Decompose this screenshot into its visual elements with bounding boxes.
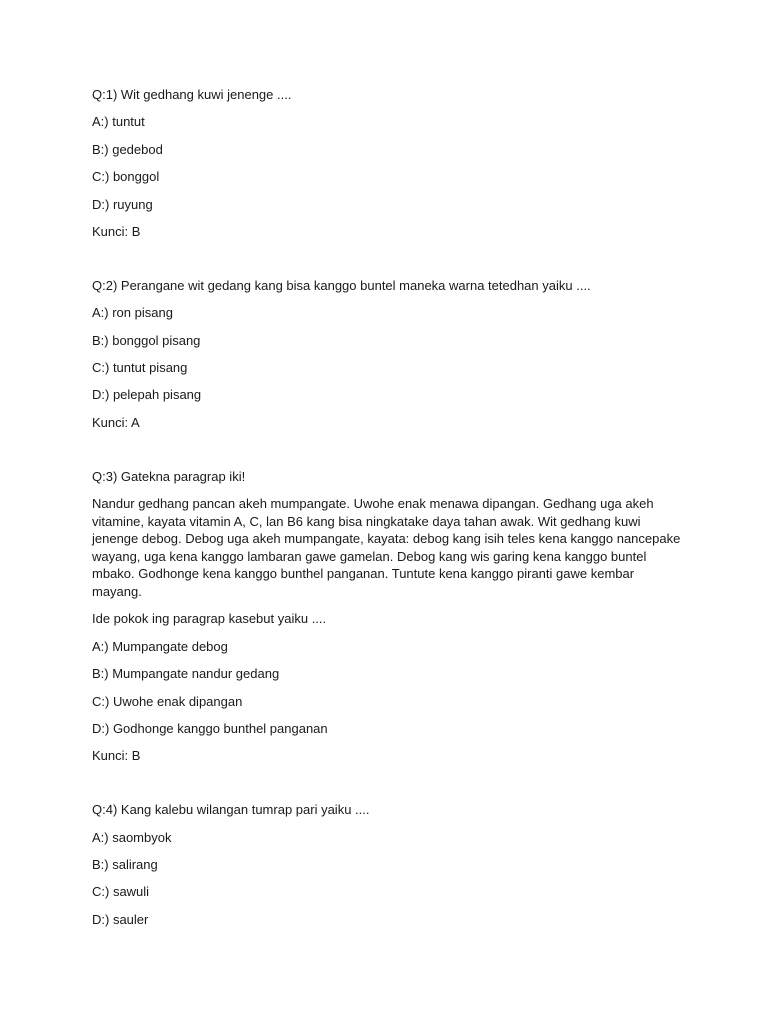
spacer: [92, 250, 682, 277]
option-d: D:) ruyung: [92, 196, 153, 212]
option-b: B:) Mumpangate nandur gedang: [92, 666, 280, 682]
option-c: C:) tuntut pisang: [92, 360, 188, 376]
document-page: [92, 86, 682, 938]
question-block-1: [92, 86, 682, 240]
question-paragraph: Nandur gedhang pancan akeh mumpangate. Uwohe enak menawa dipangan. Gedhang uga akeh vitamine, kayata vitamin A, C, lan B6 kang bisa ningkatake daya tahan awak. Wit gedhang kuwi jenenge debog. Debog uga akeh mumpangate, kayata: debog kang isih teles kena kanggo nancepake wayang, uga kena kanggo lambaran gawe gamelan. Debog kang wis garing kena kanggo buntel mbako. Godhonge kena kanggo bunthel panganan. Tuntute kena kanggo piranti gawe kembar mayang.: [92, 496, 681, 599]
option-b: B:) bonggol pisang: [92, 332, 201, 348]
question-text: Q:3) Gatekna paragrap iki!: [92, 468, 246, 484]
option-d: D:) pelepah pisang: [92, 387, 202, 403]
question-block-2: [92, 277, 682, 431]
answer-key: Kunci: B: [92, 748, 141, 764]
option-c: C:) Uwohe enak dipangan: [92, 693, 243, 709]
question-text: Q:4) Kang kalebu wilangan tumrap pari yaiku ....: [92, 802, 370, 818]
question-text: Q:1) Wit gedhang kuwi jenenge ....: [92, 87, 292, 102]
option-b: B:) gedebod: [92, 141, 163, 157]
option-a: A:) saombyok: [92, 829, 172, 845]
option-a: A:) ron pisang: [92, 305, 173, 321]
option-a: A:) tuntut: [92, 114, 145, 130]
option-d: D:) Godhonge kanggo bunthel panganan: [92, 721, 328, 737]
option-a: A:) Mumpangate debog: [92, 638, 228, 654]
answer-key: Kunci: B: [92, 223, 141, 239]
answer-key: Kunci: A: [92, 414, 140, 430]
spacer: [92, 441, 682, 468]
question-block-3: [92, 468, 682, 765]
option-c: C:) sawuli: [92, 884, 150, 900]
option-d: D:) sauler: [92, 911, 149, 927]
spacer: [92, 775, 682, 802]
question-block-4: [92, 801, 682, 928]
question-text: Q:2) Perangane wit gedang kang bisa kanggo buntel maneka warna tetedhan yaiku ....: [92, 277, 591, 293]
option-b: B:) salirang: [92, 857, 158, 873]
question-prompt: Ide pokok ing paragrap kasebut yaiku ....: [92, 611, 327, 627]
option-c: C:) bonggol: [92, 169, 160, 185]
